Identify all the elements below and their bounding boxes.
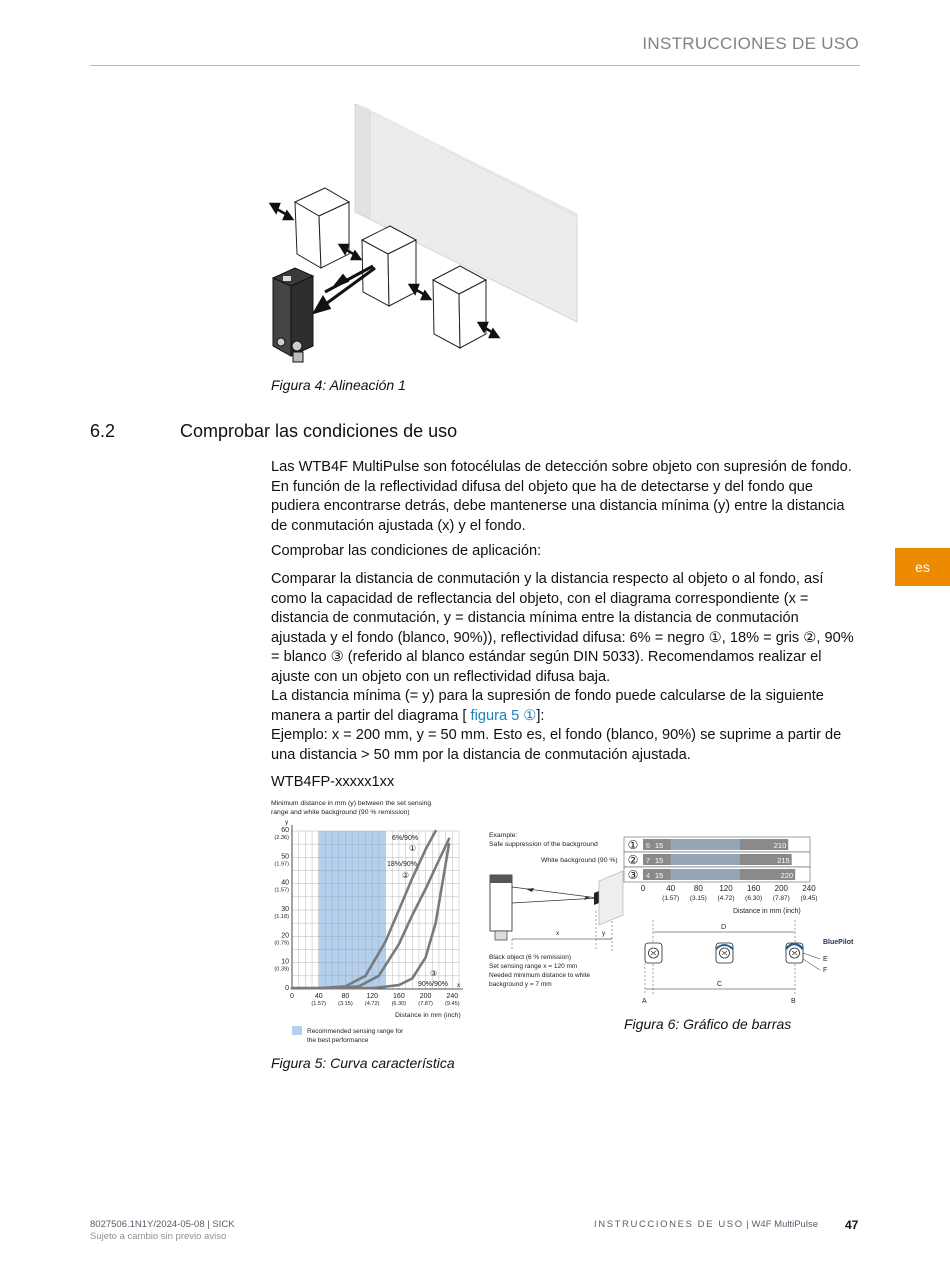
note-line-4: background y = 7 mm [489,981,552,988]
y-tick-label: 30 [281,906,289,913]
bar-axis-tick: 200 [774,884,789,893]
y-tick-label: 40 [281,879,289,887]
x-axis-title: Distance in mm (inch) [395,1012,461,1019]
bar-axis-title: Distance in mm (inch) [733,908,801,915]
y-axis-label: y [285,819,289,826]
note-line-3: Needed minimum distance to white [489,972,591,979]
sensor-head-right [786,943,820,970]
bar-axis-tick: 0 [640,884,646,893]
figure-6-caption: Figura 6: Gráfico de barras [624,1016,792,1032]
bar-row-marker: ③ [627,868,639,882]
paragraph-text: Comprobar las condiciones de aplicación: [271,543,542,559]
figure-5-link[interactable]: figura 5 ① [466,707,537,724]
alignment-illustration [265,100,585,365]
label-d: D [721,924,727,931]
label-e: E [823,956,828,963]
label-f: F [823,967,828,974]
sensor-beam-diagram [490,871,623,951]
range-bar-table [624,837,810,882]
language-tab[interactable]: es [895,548,950,586]
x-distance-label: x [556,930,560,937]
example-description: Safe suppression of the background [489,841,598,848]
x-tick-label: 120 [366,993,379,1000]
x-tick-inch-label: (7.87) [418,1001,433,1007]
y-tick-label: 50 [281,853,289,861]
y-tick-label: 20 [281,932,289,940]
bar-small-value: 4 [645,871,651,880]
bar-recommended-range [671,839,740,850]
paragraph-text: Las WTB4F MultiPulse son fotocélulas de detección sobre objeto con supresión de fondo. En función de la reflectividad difusa del objeto que ha de detectarse y del fondo que pudiera encontrarse detrás, debe mantenerse una distancia mínima (y) entre la distancia de conmutación ajustada (x) y el fondo. [271,459,852,534]
bar-small-value: 7 [645,856,651,865]
figure-5-caption: Figura 5: Curva característica [271,1055,455,1071]
x-tick-label: 200 [419,993,432,1000]
bar-axis-tick-inch: (1.57) [662,895,680,902]
y-tick-label: 10 [281,958,289,966]
legend-line-2: the best performance [307,1037,369,1044]
note-line-2: Set sensing range x = 120 mm [489,963,578,970]
label-b: B [791,998,796,1005]
section-title: Comprobar las condiciones de uso [180,421,458,441]
example-text: Ejemplo: x = 200 mm, y = 50 mm. Esto es, el fondo (blanco, 90%) se suprime a partir de una distancia > 50 mm por la distancia de conmutación ajustada. [271,727,842,763]
curve-marker-2: ② [402,871,410,880]
min-distance-text [271,687,856,726]
curve-label-90-90: 90%/90% [418,981,448,988]
x-tick-inch-label: (1.57) [311,1001,327,1007]
model-name: WTB4FP-xxxxx1xx [271,774,395,790]
label-c: C [717,981,723,988]
bar-axis-tick: 240 [802,884,816,893]
label-a: A [642,998,647,1005]
intro-paragraph [271,458,856,536]
bar-start-value: 15 [654,856,664,865]
bar-axis-tick-inch: (3.15) [689,895,707,902]
x-axis-label: x [457,982,461,989]
sensor-head-center [716,943,733,963]
text-span: ]: [536,707,545,724]
footer-doc-type: INSTRUCCIONES DE USO [594,1219,744,1230]
white-background-label: White background (90 %) [541,857,618,864]
legend-swatch [292,1026,302,1035]
bar-axis-tick-inch: (9.45) [800,895,818,902]
page-number: 47 [845,1218,859,1232]
curve-marker-1: ① [409,844,417,853]
footer-left [90,1219,235,1243]
bar-recommended-range [671,854,740,865]
figure-4-caption: Figura 4: Alineación 1 [271,377,406,393]
paragraph-text: Comparar la distancia de conmutación y la distancia respecto al objeto o al fondo, así como la capacidad de reflectancia del objeto, con el diagrama correspondiente (x = distancia de conmutación, y = distancia mínima entre la distancia de conmutación ajustada y el fondo (blanco, 90%)), reflectividad difusa: 6% = negro ①, 18% = gris ②, 90% = blanco ③ (referido al blanco estándar según DIN 5033). Recomendamos realizar el ajuste con un objeto con un reflectividad difusa baja. [271,571,854,685]
bar-start-value: 15 [654,841,664,850]
header-title: INSTRUCCIONES DE USO [642,34,859,53]
x-tick-label: 160 [393,993,405,1000]
document-id: 8027506.1N1Y/2024-05-08 | SICK [90,1219,235,1230]
y-tick-inch-label: (0.39) [274,966,289,973]
bar-axis-tick: 120 [719,884,733,893]
comparison-paragraph [271,570,856,765]
legend-line-1: Recommended sensing range for [307,1028,404,1035]
characteristic-curve-chart [268,795,473,1050]
bar-end-value: 220 [780,871,794,880]
y-tick-inch-label: (1.18) [274,914,289,920]
y-tick-inch-label: (1.97) [274,861,289,868]
x-tick-inch-label: (4.72) [364,1001,380,1007]
x-tick-inch-label: (6.30) [391,1001,407,1007]
y-tick-label: 0 [285,985,289,992]
bar-axis-tick-inch: (7.87) [772,895,790,902]
sensor-head-left [645,943,662,963]
curve-label-18-90: 18%/90% [387,861,417,868]
bar-axis [641,884,818,902]
example-label: Example: [489,832,518,839]
footer-product: | W4F MultiPulse [743,1219,818,1230]
chart-title-line-1: Minimum distance in mm (y) between the set sensing [271,800,432,807]
bar-axis-tick: 40 [666,884,676,893]
bar-row-marker: ② [627,853,639,867]
y-distance-label: y [602,930,606,937]
bar-end-value: 215 [777,856,790,865]
bar-axis-tick: 160 [746,884,761,893]
change-notice: Sujeto a cambio sin previo aviso [90,1231,227,1242]
footer-right [594,1219,818,1230]
text-span: La distancia mínima (= y) para la supresión de fondo puede calcularse de la siguiente manera a partir del diagrama [ [271,688,824,724]
curve-label-6-90: 6%/90% [392,835,419,842]
curve-marker-3: ③ [430,969,438,978]
bluepilot-label: BluePilot [823,939,854,946]
bar-axis-tick: 80 [693,884,703,893]
bar-axis-tick-inch: (4.72) [717,895,735,902]
y-tick-inch-label: (0.79) [274,940,289,947]
bar-graph-figure [486,825,866,1010]
header-divider [90,65,860,66]
y-tick-label: 60 [281,827,289,834]
bar-end-value: 210 [773,841,787,850]
note-line-1: Black object (6 % remission) [489,954,571,961]
x-tick-inch-label: (9.45) [445,1001,460,1007]
x-tick-label: 0 [290,993,294,1000]
x-tick-label: 80 [341,993,350,1000]
y-tick-inch-label: (2.36) [274,835,289,841]
x-tick-inch-label: (3.15) [338,1001,353,1007]
bar-row-marker: ① [627,838,639,852]
bar-start-value: 15 [654,871,664,880]
conditions-paragraph [271,542,856,562]
mounting-diagram [645,920,820,995]
bar-small-value: 6 [645,841,651,850]
x-tick-label: 40 [314,993,323,1000]
bar-recommended-range [671,869,740,880]
y-tick-inch-label: (1.57) [274,887,289,894]
section-number: 6.2 [90,421,116,441]
x-tick-label: 240 [446,993,459,1000]
bar-axis-tick-inch: (6.30) [745,895,763,902]
chart-title-line-2: range and white background (90 % remission) [271,809,410,816]
